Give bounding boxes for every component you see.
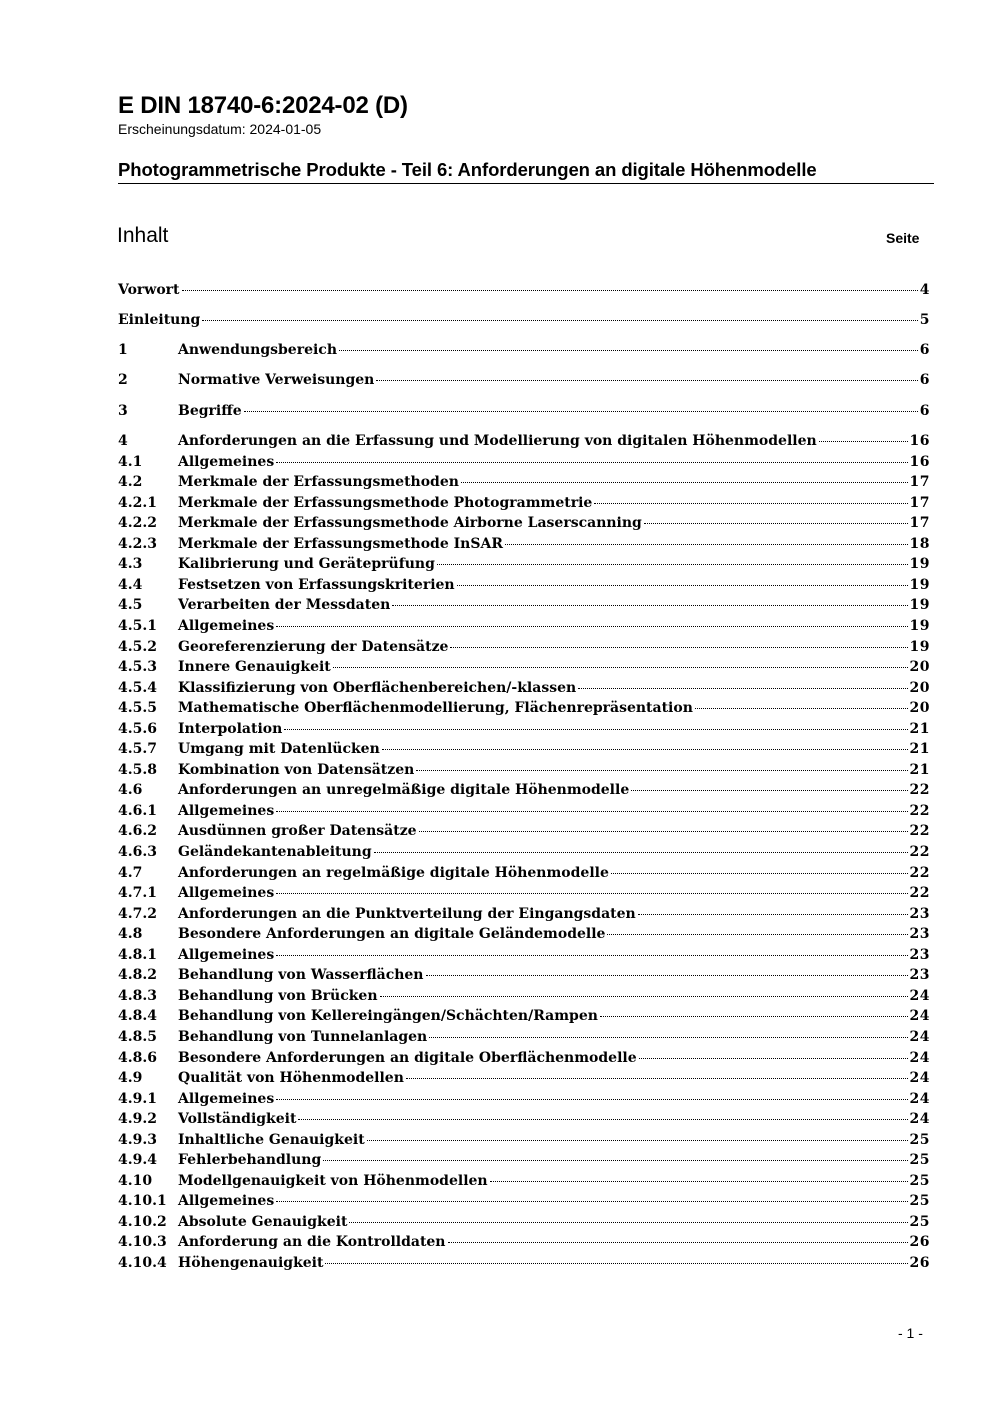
toc-dot-leader bbox=[450, 646, 907, 648]
toc-dot-leader bbox=[638, 913, 908, 915]
toc-entry-page: 6 bbox=[919, 403, 930, 419]
toc-entry-title: Behandlung von Wasserflächen bbox=[178, 967, 424, 984]
toc-entry-number: 4.6.3 bbox=[118, 844, 157, 860]
toc-dot-leader bbox=[406, 1077, 908, 1079]
toc-entry[interactable] bbox=[118, 1171, 930, 1191]
toc-dot-leader bbox=[416, 769, 907, 771]
toc-dot-leader bbox=[490, 1180, 908, 1182]
toc-entry-title: Mathematische Oberflächenmodellierung, Flächenrepräsentation bbox=[178, 700, 693, 717]
toc-entry-number: 4.2.1 bbox=[118, 494, 157, 511]
toc-entry-number: 4.10.1 bbox=[118, 1193, 167, 1210]
toc-entry-number: 4.4 bbox=[118, 576, 143, 593]
toc-dot-leader bbox=[607, 933, 907, 935]
toc-entry-page: 26 bbox=[909, 1234, 930, 1251]
toc-entry[interactable] bbox=[118, 1150, 930, 1170]
toc-dot-leader bbox=[819, 440, 908, 442]
toc-entry-number: 4.10.3 bbox=[118, 1234, 167, 1251]
toc-entry-title: Behandlung von Brücken bbox=[178, 987, 378, 1004]
toc-entry-title: Begriffe bbox=[178, 403, 242, 419]
toc-dot-leader bbox=[202, 319, 917, 321]
toc-entry-title: Anforderungen an unregelmäßige digitale Höhenmodelle bbox=[178, 782, 630, 799]
toc-entry[interactable] bbox=[118, 801, 930, 821]
toc-entry-page: 22 bbox=[909, 802, 930, 819]
toc-dot-leader bbox=[325, 1262, 907, 1264]
toc-entry-page: 24 bbox=[909, 1111, 930, 1128]
toc-dot-leader bbox=[376, 379, 917, 381]
toc-entry-page: 6 bbox=[919, 372, 930, 388]
toc-entry-page: 19 bbox=[909, 617, 930, 634]
toc-entry-number: 4.3 bbox=[118, 556, 143, 573]
toc-dot-leader bbox=[339, 349, 918, 351]
toc-entry-title: Allgemeines bbox=[178, 885, 275, 902]
toc-entry[interactable] bbox=[118, 637, 930, 657]
toc-entry-title: Georeferenzierung der Datensätze bbox=[178, 638, 449, 655]
toc-dot-leader bbox=[426, 974, 908, 976]
toc-entry-number: 4.9.3 bbox=[118, 1131, 157, 1148]
toc-entry[interactable] bbox=[118, 842, 930, 862]
toc-entry[interactable] bbox=[118, 883, 930, 903]
toc-entry-page: 24 bbox=[909, 1008, 930, 1025]
toc-entry-title: Klassifizierung von Oberflächenbereichen/-klassen bbox=[178, 679, 577, 696]
toc-entry-page: 6 bbox=[919, 342, 930, 358]
toc-entry-title: Allgemeines bbox=[178, 802, 275, 819]
toc-entry-number: 1 bbox=[118, 342, 128, 358]
toc-entry-page: 20 bbox=[909, 659, 930, 676]
toc-dot-leader bbox=[284, 728, 907, 730]
toc-entry-title: Vollständigkeit bbox=[178, 1111, 297, 1128]
toc-entry[interactable] bbox=[118, 1232, 930, 1252]
document-id: E DIN 18740-6:2024-02 (D) bbox=[118, 92, 408, 119]
toc-dot-leader bbox=[323, 1159, 907, 1161]
toc-entry-title: Anforderungen an regelmäßige digitale Höhenmodelle bbox=[178, 864, 609, 881]
toc-entry-page: 23 bbox=[909, 967, 930, 984]
toc-entry[interactable] bbox=[118, 719, 930, 739]
toc-entry-page: 17 bbox=[909, 474, 930, 491]
toc-dot-leader bbox=[276, 892, 907, 894]
toc-entry-page: 19 bbox=[909, 597, 930, 614]
toc-entry[interactable] bbox=[118, 340, 930, 360]
toc-entry-number: 4.5.6 bbox=[118, 720, 157, 737]
toc-entry[interactable] bbox=[118, 780, 930, 800]
toc-entry-title: Besondere Anforderungen an digitale Geländemodelle bbox=[178, 926, 606, 943]
toc-entry-title: Kombination von Datensätzen bbox=[178, 761, 415, 778]
toc-entry[interactable] bbox=[118, 616, 930, 636]
toc-entry[interactable] bbox=[118, 924, 930, 944]
toc-entry-number: 3 bbox=[118, 403, 128, 419]
toc-dot-leader bbox=[298, 1118, 907, 1120]
toc-entry-title: Allgemeines bbox=[178, 1090, 275, 1107]
toc-entry[interactable] bbox=[118, 513, 930, 533]
toc-dot-leader bbox=[244, 410, 918, 412]
toc-entry[interactable] bbox=[118, 1089, 930, 1109]
toc-dot-leader bbox=[276, 1098, 907, 1100]
toc-entry[interactable] bbox=[118, 280, 930, 300]
toc-dot-leader bbox=[448, 1241, 908, 1243]
toc-dot-leader bbox=[505, 543, 908, 545]
toc-entry[interactable] bbox=[118, 452, 930, 472]
toc-dot-leader bbox=[382, 748, 908, 750]
toc-entry-number: 4.5.3 bbox=[118, 659, 157, 676]
toc-entry-number: 4.6.1 bbox=[118, 802, 157, 819]
toc-entry-title: Behandlung von Kellereingängen/Schächten/Rampen bbox=[178, 1008, 598, 1025]
toc-entry-number: 4.5.5 bbox=[118, 700, 157, 717]
toc-entry[interactable] bbox=[118, 310, 930, 330]
toc-entry-title: Inhaltliche Genauigkeit bbox=[178, 1131, 365, 1148]
toc-dot-leader bbox=[276, 954, 907, 956]
toc-entry-title: Behandlung von Tunnelanlagen bbox=[178, 1028, 428, 1045]
toc-entry[interactable] bbox=[118, 370, 930, 390]
toc-entry-title: Anwendungsbereich bbox=[178, 342, 337, 358]
toc-dot-leader bbox=[276, 1200, 907, 1202]
toc-dot-leader bbox=[611, 872, 908, 874]
toc-entry-page: 21 bbox=[909, 741, 930, 758]
toc-entry-page: 18 bbox=[909, 535, 930, 552]
toc-entry[interactable] bbox=[118, 472, 930, 492]
toc-entry-title: Höhengenauigkeit bbox=[178, 1255, 324, 1271]
toc-entry-page: 24 bbox=[909, 987, 930, 1004]
toc-dot-leader bbox=[276, 625, 907, 627]
toc-dot-leader bbox=[276, 461, 907, 463]
toc-entry[interactable] bbox=[118, 1027, 930, 1047]
toc-dot-leader bbox=[639, 1057, 908, 1059]
toc-entry-title: Modellgenauigkeit von Höhenmodellen bbox=[178, 1172, 488, 1189]
toc-entry-page: 17 bbox=[909, 515, 930, 532]
toc-entry-number: 4.8.5 bbox=[118, 1028, 157, 1045]
toc-entry-number: 4 bbox=[118, 433, 128, 449]
toc-dot-leader bbox=[437, 563, 908, 565]
toc-entry-number: 4.8.2 bbox=[118, 967, 157, 984]
toc-dot-leader bbox=[594, 502, 907, 504]
toc-dot-leader bbox=[695, 707, 908, 709]
toc-entry-title: Umgang mit Datenlücken bbox=[178, 741, 380, 758]
toc-entry-page: 19 bbox=[909, 638, 930, 655]
toc-entry-title: Ausdünnen großer Datensätze bbox=[178, 823, 417, 840]
toc-entry[interactable] bbox=[118, 554, 930, 574]
toc-entry-number: 4.7 bbox=[118, 864, 143, 881]
toc-entry-page: 20 bbox=[909, 700, 930, 717]
toc-entry-page: 24 bbox=[909, 1049, 930, 1066]
toc-entry-number: 4.10 bbox=[118, 1172, 153, 1189]
toc-entry-number: 4.8 bbox=[118, 926, 143, 943]
toc-entry[interactable] bbox=[118, 986, 930, 1006]
toc-entry-title: Normative Verweisungen bbox=[178, 372, 375, 388]
toc-dot-leader bbox=[457, 584, 908, 586]
toc-entry-page: 22 bbox=[909, 782, 930, 799]
toc-entry-number: 4.9.4 bbox=[118, 1152, 157, 1169]
toc-dot-leader bbox=[578, 687, 907, 689]
toc-entry-page: 23 bbox=[909, 946, 930, 963]
contents-heading: Inhalt bbox=[117, 224, 169, 247]
toc-entry-page: 19 bbox=[909, 576, 930, 593]
toc-entry-number: 4.10.2 bbox=[118, 1213, 167, 1230]
toc-entry-title: Vorwort bbox=[118, 282, 180, 298]
toc-dot-leader bbox=[461, 481, 908, 483]
toc-entry[interactable] bbox=[118, 739, 930, 759]
toc-entry-title: Anforderungen an die Erfassung und Modellierung von digitalen Höhenmodellen bbox=[178, 433, 817, 449]
toc-entry-page: 19 bbox=[909, 556, 930, 573]
toc-entry-title: Fehlerbehandlung bbox=[178, 1152, 322, 1169]
toc-entry-number: 4.8.3 bbox=[118, 987, 157, 1004]
toc-entry-title: Besondere Anforderungen an digitale Oberflächenmodelle bbox=[178, 1049, 637, 1066]
toc-dot-leader bbox=[631, 789, 907, 791]
publication-date: Erscheinungsdatum: 2024-01-05 bbox=[118, 121, 322, 137]
toc-entry-page: 22 bbox=[909, 844, 930, 860]
toc-entry[interactable] bbox=[118, 1109, 930, 1129]
toc-entry[interactable] bbox=[118, 401, 930, 421]
toc-entry-number: 4.6.2 bbox=[118, 823, 157, 840]
toc-dot-leader bbox=[374, 851, 908, 853]
toc-entry-title: Merkmale der Erfassungsmethode InSAR bbox=[178, 535, 503, 552]
toc-entry-number: 4.2.2 bbox=[118, 515, 157, 532]
toc-entry-number: 4.5 bbox=[118, 597, 143, 614]
toc-entry-page: 20 bbox=[909, 679, 930, 696]
page-number: - 1 - bbox=[898, 1325, 923, 1341]
toc-entry-title: Verarbeiten der Messdaten bbox=[178, 597, 391, 614]
toc-entry-title: Geländekantenableitung bbox=[178, 844, 372, 860]
toc-dot-leader bbox=[367, 1139, 908, 1141]
toc-entry-number: 2 bbox=[118, 372, 128, 388]
toc-dot-leader bbox=[429, 1036, 907, 1038]
toc-entry-title: Merkmale der Erfassungsmethoden bbox=[178, 474, 459, 491]
toc-entry-page: 16 bbox=[909, 453, 930, 470]
toc-entry-page: 21 bbox=[909, 720, 930, 737]
toc-entry-title: Innere Genauigkeit bbox=[178, 659, 331, 676]
toc-entry-page: 17 bbox=[909, 494, 930, 511]
toc-entry-title: Einleitung bbox=[118, 312, 201, 328]
toc-entry-number: 4.9 bbox=[118, 1070, 143, 1087]
toc-entry-number: 4.6 bbox=[118, 782, 143, 799]
toc-entry[interactable] bbox=[118, 493, 930, 513]
page-column-label: Seite bbox=[886, 230, 920, 246]
toc-entry-page: 24 bbox=[909, 1090, 930, 1107]
toc-entry-number: 4.5.4 bbox=[118, 679, 157, 696]
toc-entry[interactable] bbox=[118, 1006, 930, 1026]
toc-entry[interactable] bbox=[118, 575, 930, 595]
toc-entry-page: 25 bbox=[909, 1172, 930, 1189]
toc-entry[interactable] bbox=[118, 534, 930, 554]
toc-entry[interactable] bbox=[118, 698, 930, 718]
toc-entry-title: Anforderungen an die Punktverteilung der Eingangsdaten bbox=[178, 905, 636, 922]
toc-entry-number: 4.8.4 bbox=[118, 1008, 157, 1025]
toc-entry[interactable] bbox=[118, 863, 930, 883]
toc-entry-title: Absolute Genauigkeit bbox=[178, 1213, 348, 1230]
toc-entry-number: 4.2.3 bbox=[118, 535, 157, 552]
toc-entry-page: 22 bbox=[909, 864, 930, 881]
toc-dot-leader bbox=[349, 1221, 907, 1223]
toc-entry[interactable] bbox=[118, 965, 930, 985]
toc-entry-title: Merkmale der Erfassungsmethode Airborne Laserscanning bbox=[178, 515, 642, 532]
toc-entry[interactable] bbox=[118, 1191, 930, 1211]
toc-entry-title: Interpolation bbox=[178, 720, 283, 737]
toc-entry-page: 24 bbox=[909, 1070, 930, 1087]
toc-entry-page: 26 bbox=[909, 1255, 930, 1271]
toc-entry-title: Qualität von Höhenmodellen bbox=[178, 1070, 404, 1087]
toc-entry-page: 21 bbox=[909, 761, 930, 778]
toc-entry[interactable] bbox=[118, 595, 930, 615]
toc-dot-leader bbox=[419, 830, 908, 832]
toc-dot-leader bbox=[182, 289, 918, 291]
toc-entry[interactable] bbox=[118, 760, 930, 780]
toc-entry-title: Festsetzen von Erfassungskriterien bbox=[178, 576, 455, 593]
toc-entry[interactable] bbox=[118, 945, 930, 965]
toc-entry-number: 4.8.6 bbox=[118, 1049, 157, 1066]
toc-entry[interactable] bbox=[118, 678, 930, 698]
toc-entry-title: Allgemeines bbox=[178, 617, 275, 634]
toc-dot-leader bbox=[333, 666, 908, 668]
toc-entry-number: 4.7.1 bbox=[118, 885, 157, 902]
toc-entry-page: 16 bbox=[909, 433, 930, 449]
toc-entry-title: Kalibrierung und Geräteprüfung bbox=[178, 556, 435, 573]
toc-entry-number: 4.1 bbox=[118, 453, 143, 470]
toc-entry-number: 4.5.1 bbox=[118, 617, 157, 634]
toc-dot-leader bbox=[380, 995, 908, 997]
toc-entry-page: 25 bbox=[909, 1213, 930, 1230]
toc-entry-page: 5 bbox=[919, 312, 930, 328]
toc-dot-leader bbox=[392, 604, 907, 606]
toc-entry-number: 4.8.1 bbox=[118, 946, 157, 963]
toc-entry[interactable] bbox=[118, 1130, 930, 1150]
toc-entry-page: 22 bbox=[909, 823, 930, 840]
document-title: Photogrammetrische Produkte - Teil 6: Anforderungen an digitale Höhenmodelle bbox=[118, 159, 934, 184]
toc-entry-number: 4.10.4 bbox=[118, 1255, 167, 1271]
toc-entry-number: 4.2 bbox=[118, 474, 143, 491]
toc-entry[interactable] bbox=[118, 1048, 930, 1068]
toc-entry-title: Merkmale der Erfassungsmethode Photogrammetrie bbox=[178, 494, 593, 511]
toc-dot-leader bbox=[276, 810, 907, 812]
toc-entry-page: 22 bbox=[909, 885, 930, 902]
toc-entry[interactable] bbox=[118, 904, 930, 924]
toc-entry-title: Allgemeines bbox=[178, 1193, 275, 1210]
toc-entry[interactable] bbox=[118, 657, 930, 677]
toc-entry[interactable] bbox=[118, 821, 930, 841]
toc-entry[interactable] bbox=[118, 1068, 930, 1088]
toc-entry-page: 25 bbox=[909, 1131, 930, 1148]
toc-dot-leader bbox=[644, 522, 908, 524]
toc-entry-number: 4.5.7 bbox=[118, 741, 157, 758]
toc-entry-number: 4.9.2 bbox=[118, 1111, 157, 1128]
toc-entry-page: 25 bbox=[909, 1193, 930, 1210]
toc-entry-title: Allgemeines bbox=[178, 946, 275, 963]
toc-entry-page: 25 bbox=[909, 1152, 930, 1169]
toc-entry-title: Anforderung an die Kontrolldaten bbox=[178, 1234, 446, 1251]
toc-entry-number: 4.5.8 bbox=[118, 761, 157, 778]
toc-dot-leader bbox=[600, 1015, 908, 1017]
toc-entry[interactable] bbox=[118, 1212, 930, 1232]
toc-entry-page: 24 bbox=[909, 1028, 930, 1045]
toc-entry[interactable] bbox=[118, 431, 930, 451]
toc-entry-number: 4.7.2 bbox=[118, 905, 157, 922]
toc-entry-title: Allgemeines bbox=[178, 453, 275, 470]
toc-entry[interactable] bbox=[118, 1253, 930, 1273]
toc-entry-page: 4 bbox=[919, 282, 930, 298]
toc-entry-number: 4.5.2 bbox=[118, 638, 157, 655]
toc-entry-number: 4.9.1 bbox=[118, 1090, 157, 1107]
toc-entry-page: 23 bbox=[909, 905, 930, 922]
toc-entry-page: 23 bbox=[909, 926, 930, 943]
